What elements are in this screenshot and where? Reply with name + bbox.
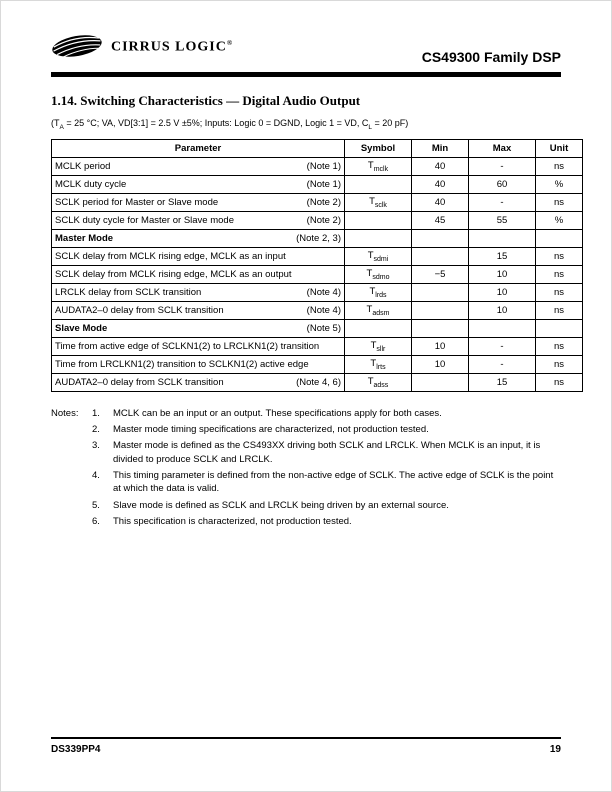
param-cell: MCLK duty cycle (Note 1) xyxy=(52,175,345,193)
notes-section xyxy=(51,407,561,528)
param-cell: SCLK delay from MCLK rising edge, MCLK as an input xyxy=(52,247,345,265)
symbol-cell xyxy=(345,229,412,247)
max-cell: 10 xyxy=(469,265,536,283)
min-cell: 10 xyxy=(412,337,469,355)
unit-cell xyxy=(536,319,583,337)
max-cell: - xyxy=(469,355,536,373)
note-item: 4. This timing parameter is defined from the non-active edge of SCLK. The active edge of SCLK is the point at which the data is valid. xyxy=(92,469,554,495)
table-section-row-master-mode xyxy=(52,229,583,247)
symbol-cell: $T_{sdmi}$ xyxy=(345,247,412,265)
note-item: 3. Master mode is defined as the CS493XX driving both SCLK and LRCLK. When MCLK is an input, it is divided to produce SCLK and LRCLK. xyxy=(92,440,541,465)
max-cell: 15 xyxy=(469,373,536,391)
cirrus-logic-logo-icon xyxy=(51,30,107,65)
unit-cell: ns xyxy=(536,355,583,373)
table-section-row-slave-mode xyxy=(52,319,583,337)
symbol-cell: $T_{lrts}$ xyxy=(345,355,412,373)
page-number: 19 xyxy=(549,744,561,755)
unit-cell: % xyxy=(536,211,583,229)
table-row xyxy=(52,193,583,211)
table-row xyxy=(52,301,583,319)
symbol-cell xyxy=(345,211,412,229)
max-cell: - xyxy=(469,157,536,175)
section-number: 1.14. xyxy=(51,93,77,108)
col-unit: Unit xyxy=(536,139,583,157)
table-row xyxy=(52,373,583,391)
note-item: 5. Slave mode is defined as SCLK and LRCLK being driven by an external source. xyxy=(92,499,449,511)
min-cell: 10 xyxy=(412,355,469,373)
symbol-cell: $T_{adsm}$ xyxy=(345,301,412,319)
note-item: 6. This specification is characterized, not production tested. xyxy=(92,515,352,527)
max-cell: 10 xyxy=(469,283,536,301)
header-rule xyxy=(51,72,561,77)
param-cell: Master Mode (Note 2, 3) xyxy=(52,229,345,247)
unit-cell: ns xyxy=(536,337,583,355)
subscript-L: L xyxy=(368,123,372,131)
product-title: CS49300 Family DSP xyxy=(421,49,561,65)
brand-name: CIRRUS LOGIC® xyxy=(111,39,234,55)
unit-cell: ns xyxy=(536,193,583,211)
note-item: Notes: 1. MCLK can be an input or an output. These specifications apply for both cases. xyxy=(51,407,442,419)
page-footer xyxy=(51,737,561,755)
symbol-cell: $T_{sclk}$ xyxy=(345,193,412,211)
max-cell: 10 xyxy=(469,301,536,319)
min-cell xyxy=(412,373,469,391)
notes-label: Notes: xyxy=(51,407,79,419)
document-number: DS339PP4 xyxy=(51,744,101,755)
note-item: 2. Master mode timing specifications are characterized, not production tested. xyxy=(92,424,429,436)
unit-cell xyxy=(536,229,583,247)
unit-cell: % xyxy=(536,175,583,193)
subscript-A: A xyxy=(59,123,64,131)
cirrus-logic-logo xyxy=(51,30,233,65)
conditions-text: = 20 pF) xyxy=(372,118,409,128)
symbol-cell xyxy=(345,175,412,193)
table-row xyxy=(52,157,583,175)
symbol-cell: $T_{sdmo}$ xyxy=(345,265,412,283)
max-cell xyxy=(469,319,536,337)
unit-cell: ns xyxy=(536,265,583,283)
max-cell: 55 xyxy=(469,211,536,229)
min-cell xyxy=(412,301,469,319)
min-cell xyxy=(412,319,469,337)
param-cell: AUDATA2–0 delay from SCLK transition (Note 4) xyxy=(52,301,345,319)
symbol-cell: $T_{adss}$ xyxy=(345,373,412,391)
table-row xyxy=(52,247,583,265)
unit-cell: ns xyxy=(536,157,583,175)
col-parameter: Parameter xyxy=(52,139,345,157)
min-cell xyxy=(412,229,469,247)
param-cell: SCLK period for Master or Slave mode (Note 2) xyxy=(52,193,345,211)
param-cell: SCLK duty cycle for Master or Slave mode (Note 2) xyxy=(52,211,345,229)
max-cell xyxy=(469,229,536,247)
conditions-text: = 25 °C; VA, VD[3:1] = 2.5 V ±5%; Inputs: Logic 0 = DGND, Logic 1 = VD, C xyxy=(63,118,369,128)
symbol-cell: $T_{mclk}$ xyxy=(345,157,412,175)
min-cell: 40 xyxy=(412,157,469,175)
symbol-cell: $T_{sllr}$ xyxy=(345,337,412,355)
min-cell xyxy=(412,247,469,265)
table-row xyxy=(52,175,583,193)
min-cell: 40 xyxy=(412,175,469,193)
max-cell: 60 xyxy=(469,175,536,193)
max-cell: - xyxy=(469,337,536,355)
table-header-row xyxy=(52,139,583,157)
param-cell: Slave Mode (Note 5) xyxy=(52,319,345,337)
param-cell: Time from active edge of SCLKN1(2) to LRCLKN1(2) transition xyxy=(52,337,345,355)
param-cell: LRCLK delay from SCLK transition (Note 4) xyxy=(52,283,345,301)
param-cell: SCLK delay from MCLK rising edge, MCLK as an output xyxy=(52,265,345,283)
param-cell: Time from LRCLKN1(2) transition to SCLKN1(2) active edge xyxy=(52,355,345,373)
unit-cell: ns xyxy=(536,283,583,301)
section-title-text: Switching Characteristics — Digital Audio Output xyxy=(80,93,361,108)
max-cell: - xyxy=(469,193,536,211)
unit-cell: ns xyxy=(536,301,583,319)
min-cell: −5 xyxy=(412,265,469,283)
table-row xyxy=(52,211,583,229)
min-cell: 40 xyxy=(412,193,469,211)
min-cell: 45 xyxy=(412,211,469,229)
table-row xyxy=(52,337,583,355)
registered-mark: ® xyxy=(226,39,234,48)
col-symbol: Symbol xyxy=(345,139,412,157)
table-row xyxy=(52,283,583,301)
col-min: Min xyxy=(412,139,469,157)
unit-cell: ns xyxy=(536,247,583,265)
col-max: Max xyxy=(469,139,536,157)
symbol-cell xyxy=(345,319,412,337)
param-cell: MCLK period (Note 1) xyxy=(52,157,345,175)
symbol-cell: $T_{lrds}$ xyxy=(345,283,412,301)
table-row xyxy=(52,265,583,283)
param-cell: AUDATA2–0 delay from SCLK transition (Note 4, 6) xyxy=(52,373,345,391)
max-cell: 15 xyxy=(469,247,536,265)
section-title xyxy=(51,93,561,109)
conditions-text: (T xyxy=(51,118,60,128)
unit-cell: ns xyxy=(536,373,583,391)
page-header xyxy=(51,30,561,65)
switching-characteristics-table xyxy=(51,139,583,392)
test-conditions xyxy=(51,118,561,131)
table-row xyxy=(52,355,583,373)
min-cell xyxy=(412,283,469,301)
